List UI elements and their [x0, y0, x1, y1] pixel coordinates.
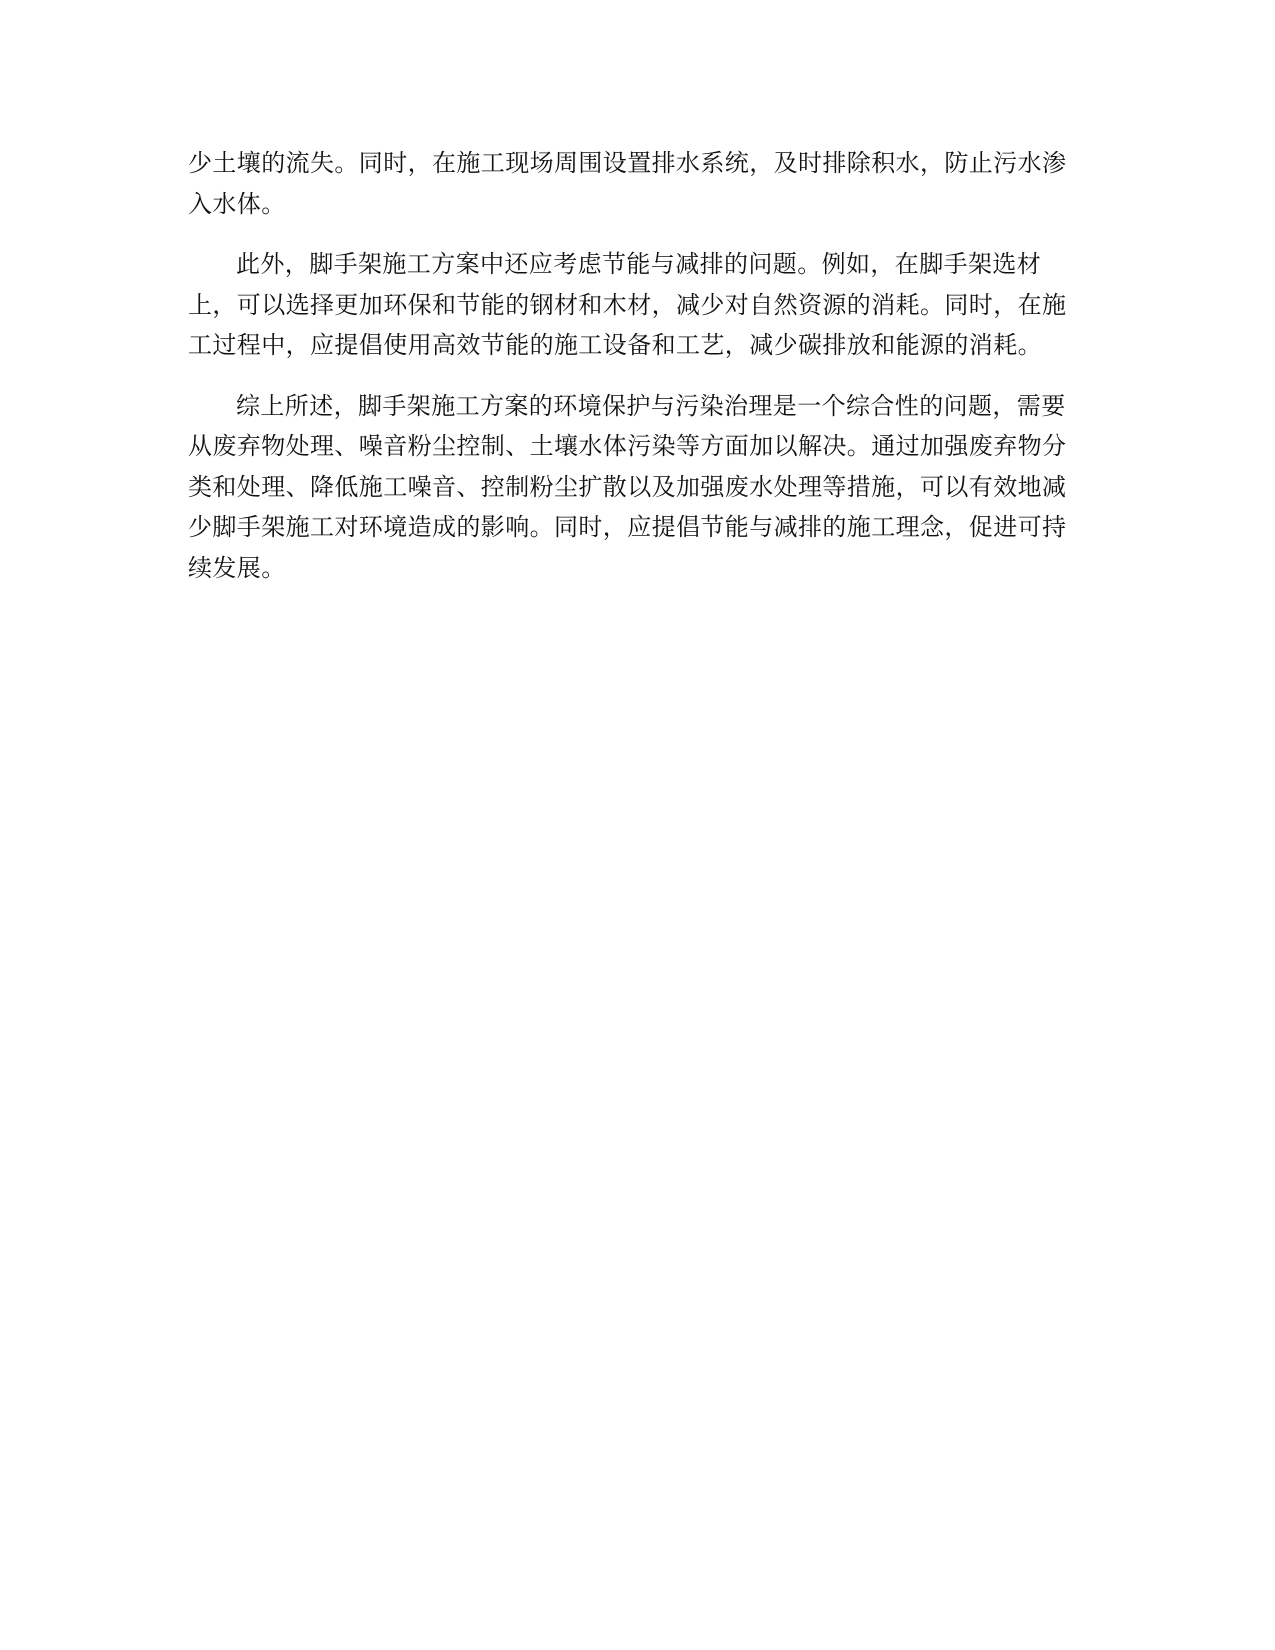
text-line: 少土壤的流失。同时，在施工现场周围设置排水系统，及时排除积水，防止污水渗	[188, 149, 1067, 177]
text-line: 续发展。	[188, 553, 286, 582]
paragraph-conclusion	[188, 386, 1088, 589]
text-line: 综上所述，脚手架施工方案的环境保护与污染治理是一个综合性的问题，需要	[236, 391, 1066, 420]
text-line: 上，可以选择更加环保和节能的钢材和木材，减少对自然资源的消耗。同时，在施	[188, 290, 1067, 319]
paragraph-energy-saving	[188, 244, 1088, 366]
text-line: 从废弃物处理、噪音粉尘控制、土壤水体污染等方面加以解决。通过加强废弃物分	[188, 432, 1067, 460]
document-body	[188, 143, 1088, 608]
text-line: 入水体。	[188, 189, 286, 218]
text-line: 类和处理、降低施工噪音、控制粉尘扩散以及加强废水处理等措施，可以有效地减	[188, 472, 1067, 501]
paragraph-continued	[188, 143, 1088, 224]
text-line: 此外，脚手架施工方案中还应考虑节能与减排的问题。例如，在脚手架选材	[236, 250, 1042, 278]
text-line: 少脚手架施工对环境造成的影响。同时，应提倡节能与减排的施工理念，促进可持	[188, 513, 1067, 541]
text-line: 工过程中，应提倡使用高效节能的施工设备和工艺，减少碳排放和能源的消耗。	[188, 331, 1042, 359]
